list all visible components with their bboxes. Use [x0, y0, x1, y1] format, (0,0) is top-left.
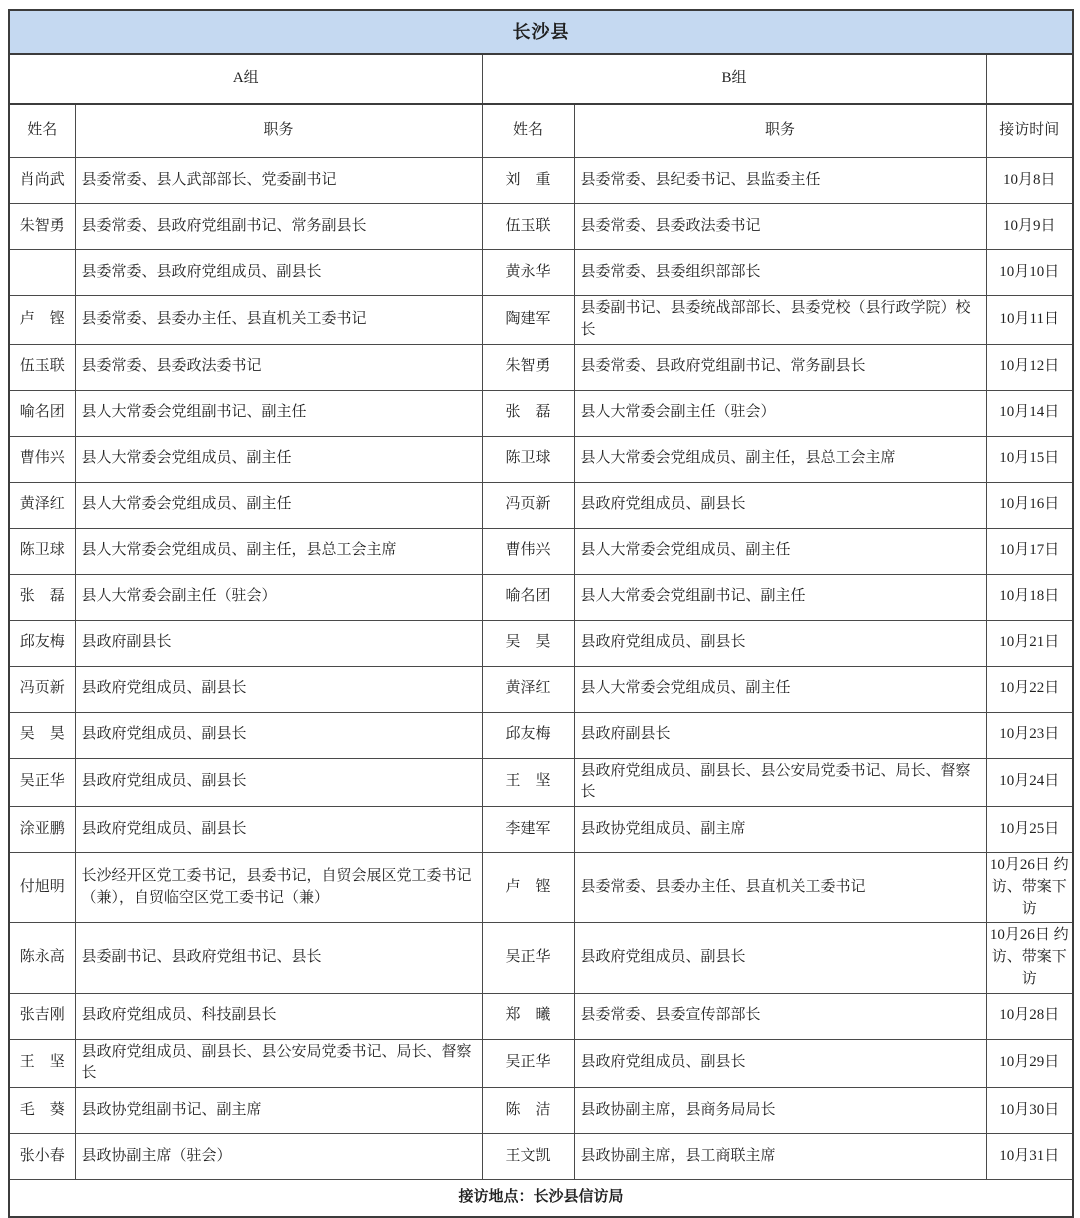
- table-row: [9, 758, 1073, 807]
- name-a-cell: [9, 250, 75, 296]
- name-b-cell: 曹伟兴: [482, 528, 574, 574]
- duty-a-cell: 县政协副主席（驻会）: [75, 1134, 482, 1180]
- group-corner-cell: [986, 54, 1073, 104]
- duty-b-cell: 县委常委、县委政法委书记: [574, 204, 986, 250]
- visit-date-cell: 10月24日: [986, 758, 1073, 807]
- table-row: [9, 204, 1073, 250]
- name-b-cell: 陶建军: [482, 296, 574, 345]
- duty-b-cell: 县人大常委会党组成员、副主任，县总工会主席: [574, 436, 986, 482]
- name-b-cell: 陈 洁: [482, 1088, 574, 1134]
- duty-b-cell: 县政府党组成员、副县长: [574, 620, 986, 666]
- name-b-cell: 冯页新: [482, 482, 574, 528]
- duty-a-cell: 县政府党组成员、副县长、县公安局党委书记、局长、督察长: [75, 1039, 482, 1088]
- visit-date-cell: 10月29日: [986, 1039, 1073, 1088]
- visit-date-cell: 10月26日 约访、带案下访: [986, 853, 1073, 923]
- name-a-cell: 吴正华: [9, 758, 75, 807]
- name-a-cell: 张小春: [9, 1134, 75, 1180]
- duty-b-cell: 县政协党组成员、副主席: [574, 807, 986, 853]
- duty-b-cell: 县政府副县长: [574, 712, 986, 758]
- duty-a-cell: 县人大常委会党组成员、副主任: [75, 482, 482, 528]
- group-header-row: [9, 54, 1073, 104]
- visit-date-cell: 10月12日: [986, 344, 1073, 390]
- name-a-cell: 喻名团: [9, 390, 75, 436]
- name-b-cell: 吴正华: [482, 923, 574, 993]
- name-b-cell: 张 磊: [482, 390, 574, 436]
- name-b-cell: 邱友梅: [482, 712, 574, 758]
- duty-a-cell: 县政府党组成员、副县长: [75, 712, 482, 758]
- name-b-cell: 黄泽红: [482, 666, 574, 712]
- group-b-header: B组: [482, 54, 986, 104]
- name-a-cell: 张 磊: [9, 574, 75, 620]
- name-b-cell: 朱智勇: [482, 344, 574, 390]
- name-a-cell: 曹伟兴: [9, 436, 75, 482]
- table-row: [9, 993, 1073, 1039]
- table-row: [9, 390, 1073, 436]
- name-a-cell: 肖尚武: [9, 158, 75, 204]
- name-a-cell: 陈卫球: [9, 528, 75, 574]
- visit-date-cell: 10月15日: [986, 436, 1073, 482]
- name-a-cell: 陈永高: [9, 923, 75, 993]
- table-row: [9, 1134, 1073, 1180]
- table-row: [9, 436, 1073, 482]
- duty-b-cell: 县委副书记、县委统战部部长、县委党校（县行政学院）校长: [574, 296, 986, 345]
- duty-b-cell: 县委常委、县政府党组副书记、常务副县长: [574, 344, 986, 390]
- name-b-cell: 伍玉联: [482, 204, 574, 250]
- duty-a-cell: 县人大常委会党组副书记、副主任: [75, 390, 482, 436]
- duty-roster-table: [8, 9, 1074, 1218]
- col-header-name-b: 姓名: [482, 104, 574, 158]
- duty-b-cell: 县政协副主席，县商务局局长: [574, 1088, 986, 1134]
- name-a-cell: 伍玉联: [9, 344, 75, 390]
- duty-b-cell: 县政府党组成员、副县长: [574, 1039, 986, 1088]
- table-row: [9, 250, 1073, 296]
- name-b-cell: 卢 铿: [482, 853, 574, 923]
- name-b-cell: 刘 重: [482, 158, 574, 204]
- table-row: [9, 1039, 1073, 1088]
- county-title: 长沙县: [9, 10, 1073, 54]
- table-row: [9, 666, 1073, 712]
- table-footer-row: [9, 1180, 1073, 1218]
- visit-date-cell: 10月8日: [986, 158, 1073, 204]
- visit-date-cell: 10月9日: [986, 204, 1073, 250]
- table-row: [9, 482, 1073, 528]
- col-header-name-a: 姓名: [9, 104, 75, 158]
- duty-a-cell: 县政府党组成员、副县长: [75, 666, 482, 712]
- duty-a-cell: 县委常委、县政府党组副书记、常务副县长: [75, 204, 482, 250]
- table-row: [9, 923, 1073, 993]
- duty-b-cell: 县政府党组成员、副县长: [574, 482, 986, 528]
- visit-date-cell: 10月23日: [986, 712, 1073, 758]
- table-row: [9, 807, 1073, 853]
- table-row: [9, 1088, 1073, 1134]
- duty-a-cell: 县政协党组副书记、副主席: [75, 1088, 482, 1134]
- name-a-cell: 张吉刚: [9, 993, 75, 1039]
- name-b-cell: 吴正华: [482, 1039, 574, 1088]
- duty-a-cell: 县人大常委会党组成员、副主任，县总工会主席: [75, 528, 482, 574]
- duty-b-cell: 县政府党组成员、副县长: [574, 923, 986, 993]
- col-header-duty-b: 职务: [574, 104, 986, 158]
- name-b-cell: 黄永华: [482, 250, 574, 296]
- table-title-row: [9, 10, 1073, 54]
- visit-date-cell: 10月28日: [986, 993, 1073, 1039]
- name-a-cell: 毛 葵: [9, 1088, 75, 1134]
- visit-date-cell: 10月16日: [986, 482, 1073, 528]
- name-a-cell: 付旭明: [9, 853, 75, 923]
- table-row: [9, 528, 1073, 574]
- duty-b-cell: 县委常委、县纪委书记、县监委主任: [574, 158, 986, 204]
- duty-b-cell: 县政府党组成员、副县长、县公安局党委书记、局长、督察长: [574, 758, 986, 807]
- name-a-cell: 涂亚鹏: [9, 807, 75, 853]
- name-a-cell: 王 坚: [9, 1039, 75, 1088]
- name-a-cell: 朱智勇: [9, 204, 75, 250]
- duty-a-cell: 长沙经开区党工委书记，县委书记，自贸会展区党工委书记（兼），自贸临空区党工委书记（兼）: [75, 853, 482, 923]
- duty-a-cell: 县委常委、县人武部部长、党委副书记: [75, 158, 482, 204]
- col-header-duty-a: 职务: [75, 104, 482, 158]
- visit-date-cell: 10月11日: [986, 296, 1073, 345]
- table-row: [9, 712, 1073, 758]
- name-a-cell: 吴 昊: [9, 712, 75, 758]
- duty-a-cell: 县委副书记、县政府党组书记、县长: [75, 923, 482, 993]
- duty-b-cell: 县人大常委会副主任（驻会）: [574, 390, 986, 436]
- visit-date-cell: 10月31日: [986, 1134, 1073, 1180]
- duty-a-cell: 县委常委、县委办主任、县直机关工委书记: [75, 296, 482, 345]
- name-b-cell: 郑 曦: [482, 993, 574, 1039]
- name-a-cell: 邱友梅: [9, 620, 75, 666]
- duty-a-cell: 县政府党组成员、副县长: [75, 807, 482, 853]
- table-row: [9, 344, 1073, 390]
- visit-date-cell: 10月26日 约访、带案下访: [986, 923, 1073, 993]
- name-b-cell: 吴 昊: [482, 620, 574, 666]
- name-b-cell: 李建军: [482, 807, 574, 853]
- visit-date-cell: 10月18日: [986, 574, 1073, 620]
- duty-a-cell: 县政府党组成员、副县长: [75, 758, 482, 807]
- duty-a-cell: 县人大常委会副主任（驻会）: [75, 574, 482, 620]
- table-row: [9, 296, 1073, 345]
- duty-a-cell: 县人大常委会党组成员、副主任: [75, 436, 482, 482]
- col-header-time: 接访时间: [986, 104, 1073, 158]
- visit-date-cell: 10月14日: [986, 390, 1073, 436]
- name-a-cell: 黄泽红: [9, 482, 75, 528]
- table-row: [9, 158, 1073, 204]
- name-b-cell: 喻名团: [482, 574, 574, 620]
- table-row: [9, 620, 1073, 666]
- group-a-header: A组: [9, 54, 482, 104]
- duty-b-cell: 县委常委、县委办主任、县直机关工委书记: [574, 853, 986, 923]
- duty-a-cell: 县委常委、县委政法委书记: [75, 344, 482, 390]
- duty-b-cell: 县委常委、县委宣传部部长: [574, 993, 986, 1039]
- duty-a-cell: 县委常委、县政府党组成员、副县长: [75, 250, 482, 296]
- visit-date-cell: 10月25日: [986, 807, 1073, 853]
- duty-b-cell: 县人大常委会党组成员、副主任: [574, 666, 986, 712]
- duty-b-cell: 县人大常委会党组副书记、副主任: [574, 574, 986, 620]
- duty-b-cell: 县政协副主席，县工商联主席: [574, 1134, 986, 1180]
- name-a-cell: 冯页新: [9, 666, 75, 712]
- visit-date-cell: 10月30日: [986, 1088, 1073, 1134]
- name-b-cell: 王文凯: [482, 1134, 574, 1180]
- duty-b-cell: 县人大常委会党组成员、副主任: [574, 528, 986, 574]
- visit-location: 接访地点：长沙县信访局: [9, 1180, 1073, 1218]
- duty-b-cell: 县委常委、县委组织部部长: [574, 250, 986, 296]
- visit-date-cell: 10月17日: [986, 528, 1073, 574]
- visit-date-cell: 10月21日: [986, 620, 1073, 666]
- name-b-cell: 王 坚: [482, 758, 574, 807]
- duty-a-cell: 县政府党组成员、科技副县长: [75, 993, 482, 1039]
- visit-date-cell: 10月22日: [986, 666, 1073, 712]
- name-a-cell: 卢 铿: [9, 296, 75, 345]
- column-header-row: [9, 104, 1073, 158]
- duty-a-cell: 县政府副县长: [75, 620, 482, 666]
- table-row: [9, 853, 1073, 923]
- table-row: [9, 574, 1073, 620]
- visit-date-cell: 10月10日: [986, 250, 1073, 296]
- name-b-cell: 陈卫球: [482, 436, 574, 482]
